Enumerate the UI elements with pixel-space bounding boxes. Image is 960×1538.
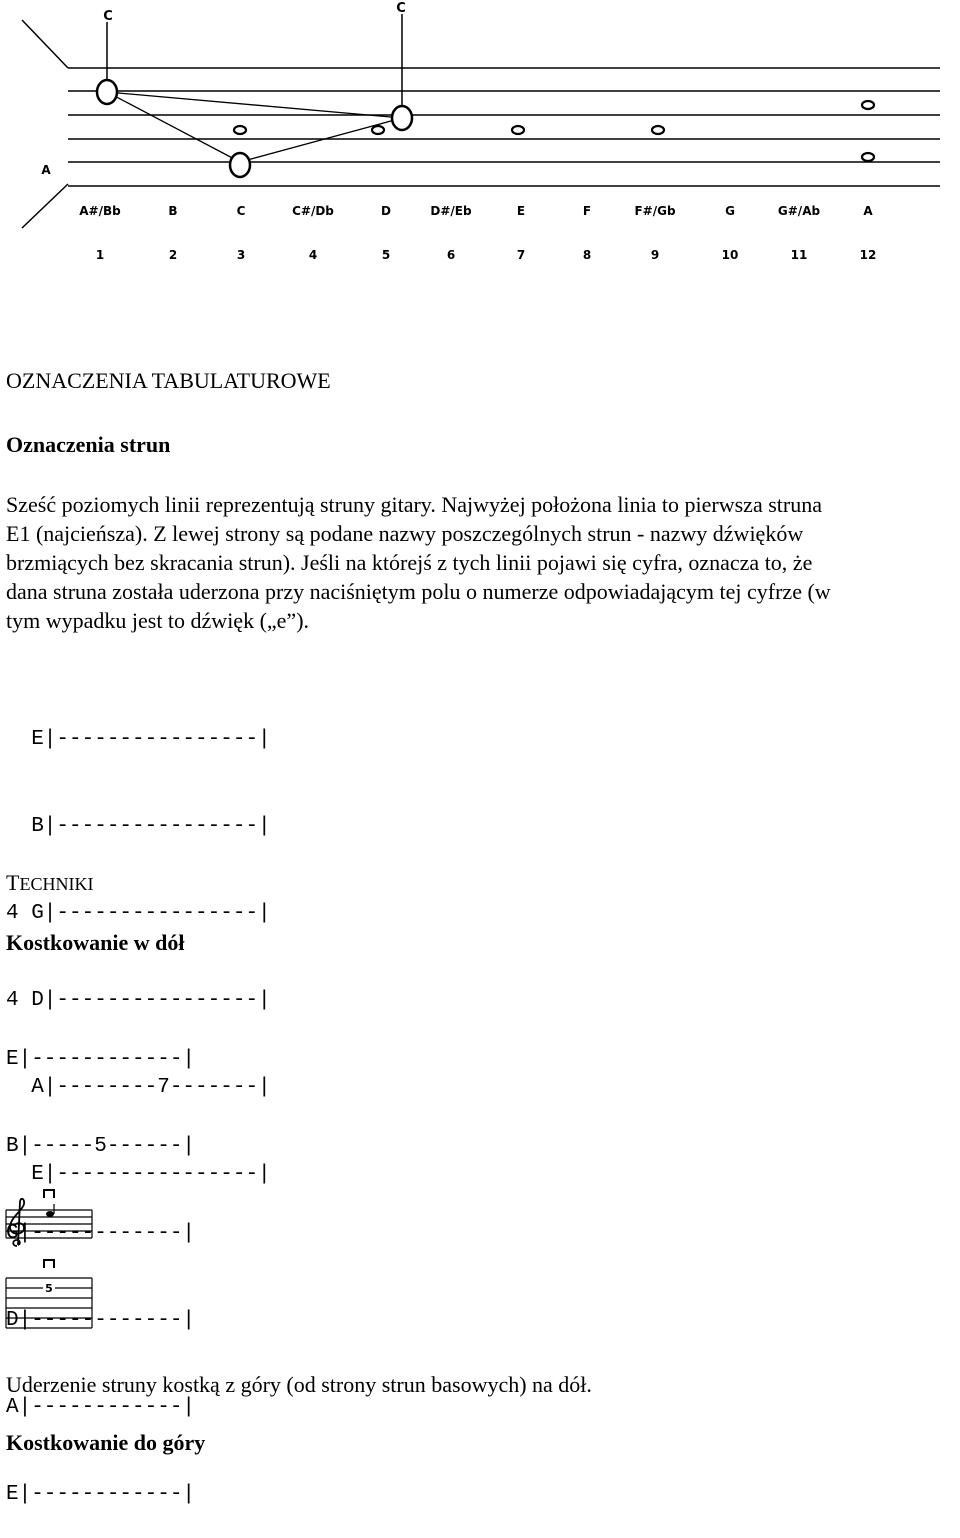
tab-line: E|------------| [6,1483,196,1506]
note-label: C [236,204,246,218]
notation-example [0,1180,110,1340]
fretboard-edge-top [22,20,68,68]
note-head [46,1211,54,1217]
fretboard-diagram [0,0,960,280]
fret-number: 6 [446,248,456,262]
note-circle-large-3 [230,153,250,177]
note-label: F#/Gb [634,204,676,218]
fret-number: 8 [582,248,592,262]
note-label: G [725,204,735,218]
fret-number: 11 [790,248,808,262]
top-marker-c-1: C [103,9,113,24]
note-circle-large-1 [97,80,117,104]
fretboard-strings [68,68,940,186]
tab-line: E|------------| [6,1048,196,1071]
section-heading-strings: Oznaczenia strun [6,432,171,457]
fret-number: 10 [721,248,739,262]
page-title: OZNACZENIA TABULATUROWE [6,368,331,393]
fret-number: 1 [95,248,105,262]
fret-number: 5 [381,248,391,262]
note-label: D#/Eb [430,204,472,218]
note-label: A [863,204,873,218]
paragraph-line: dana struna została uderzona przy naciśniętym polu o numerze odpowiadającym tej cyfrze (w [6,579,831,604]
string-label: A [41,163,51,177]
note-label: A#/Bb [79,204,121,218]
note-label: D [381,204,391,218]
heading-kostkowanie-dol: Kostkowanie w dół [6,930,185,955]
section-heading-techniki [6,870,93,896]
top-marker-c-2: C [396,1,406,16]
paragraph-line: brzmiących bez skracania strun). Jeśli na którejś z tych linii pojawi się cyfra, oznacza to, że [6,550,813,575]
note-label: B [168,204,178,218]
note-label: F [582,204,592,218]
strings-paragraph [6,490,960,635]
fret-number: 7 [516,248,526,262]
fret-number: 3 [236,248,246,262]
techniki-rest: ECHNIKI [19,874,94,894]
paragraph-line: E1 (najcieńsza). Z lewej strony są podane nazwy poszczególnych strun - nazwy dźwięków [6,521,804,546]
note-label: E [516,204,526,218]
fretboard-edge-bottom [22,184,68,228]
fret-numbers [96,248,877,262]
note-label: G#/Ab [777,204,821,218]
fret-number: 2 [168,248,178,262]
downstroke-icon [44,1190,54,1198]
paragraph-line: Sześć poziomych linii reprezentują struny gitary. Najwyżej położona linia to pierwsza struna [6,492,822,517]
downstroke-caption: Uderzenie struny kostką z góry (od strony strun basowych) na dół. [6,1372,592,1397]
note-label: C#/Db [292,204,334,218]
tab-line: A|--------7-------| [6,1076,271,1099]
fret-number: 4 [308,248,318,262]
tab-line: E|----------------| [6,728,271,751]
tab-line: A|------------| [6,1396,196,1419]
tab-line: 4 D|----------------| [6,989,271,1012]
downstroke-icon [44,1260,54,1268]
tab-line: G|------------| [6,1222,196,1245]
note-labels [79,204,873,218]
tab-fret-number: 5 [45,1282,53,1295]
chord-connectors [107,92,402,162]
techniki-initial: T [6,870,20,895]
paragraph-line: tym wypadku jest to dźwięk („e”). [6,608,310,633]
fret-number: 12 [859,248,877,262]
tab-line: E|----------------| [6,1163,271,1186]
tab-line: D|------------| [6,1309,196,1332]
tab-line: B|-----5------| [6,1135,196,1158]
fret-number: 9 [650,248,660,262]
tab-line: 4 G|----------------| [6,902,271,925]
note-circles-small [234,101,874,161]
heading-kostkowanie-gora: Kostkowanie do góry [6,1430,206,1455]
treble-clef-icon [10,1199,24,1246]
tab-line: B|----------------| [6,815,271,838]
note-circle-large-2 [392,106,412,130]
